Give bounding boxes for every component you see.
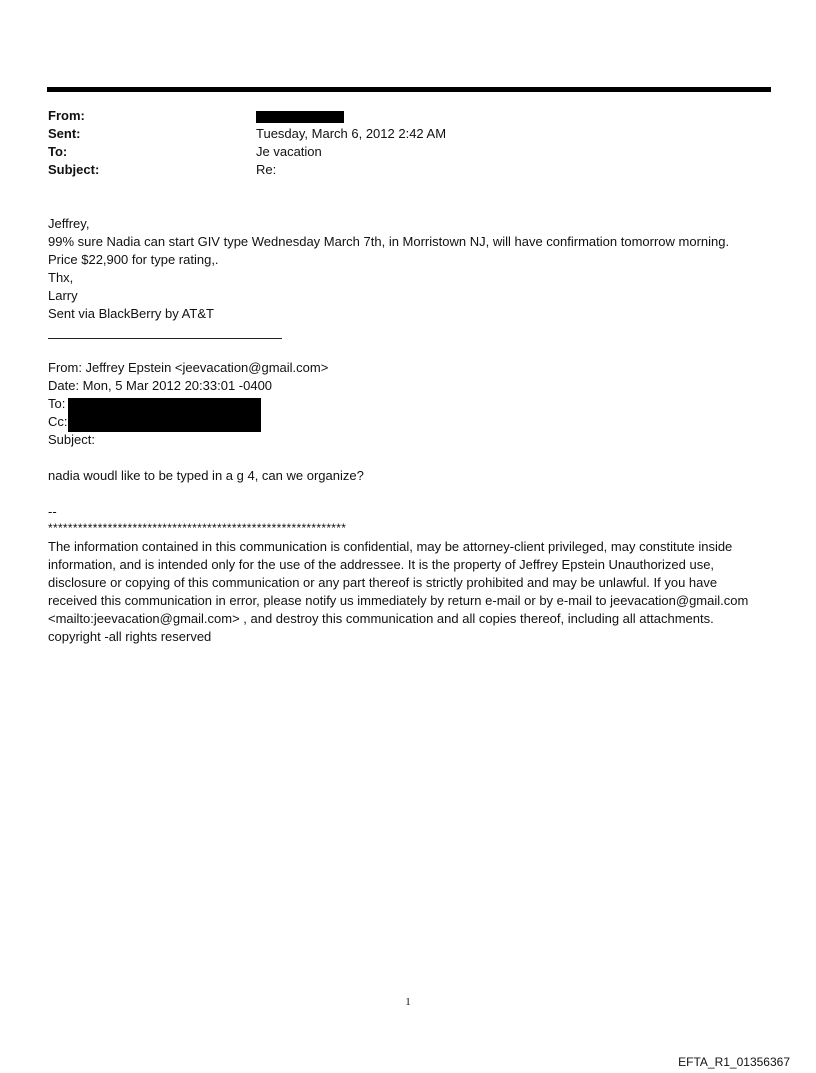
disclaimer-paragraph: The information contained in this communication is confidential, may be attorney-client privileged, may constitute inside information, and is intended only for the use of the addressee. It is the property of Jeffrey Epstein Unauthorized use, disclosure or copying of this communication or any part thereof is strictly prohibited and may be unlawful. If you have received this communication in error, please notify us immediately by return e-mail or by e-mail to jeevacation@gmail.com <mailto:jeevacation@gmail.com> , and destroy this communication and all copies thereof, including all attachments. copyright -all rights reserved (48, 539, 749, 644)
page-number: 1 (405, 996, 411, 1008)
body-line: Price $22,900 for type rating,. (48, 252, 219, 267)
signature-dashes: -- (48, 504, 57, 519)
quoted-date: Date: Mon, 5 Mar 2012 20:33:01 -0400 (48, 378, 273, 393)
quoted-cc-label: Cc: (48, 414, 68, 429)
subject-label: Subject: (48, 162, 100, 177)
to-value: Je vacation (256, 144, 322, 159)
to-label: To: (48, 144, 68, 159)
body-line: Thx, (48, 270, 74, 285)
quoted-message: nadia woudl like to be typed in a g 4, can we organize? (48, 468, 364, 483)
subject-value: Re: (256, 162, 277, 177)
quote-separator (48, 338, 282, 339)
quoted-to-label: To: (48, 396, 66, 411)
header-rule (47, 87, 771, 92)
sent-value: Tuesday, March 6, 2012 2:42 AM (256, 126, 447, 141)
body-line: Jeffrey, (48, 216, 90, 231)
signature-line: Sent via BlackBerry by AT&T (48, 306, 214, 321)
quoted-from: From: Jeffrey Epstein <jeevacation@gmail.com> (48, 360, 329, 375)
redaction-box (68, 398, 261, 432)
sent-label: Sent: (48, 126, 81, 141)
from-label: From: (48, 108, 85, 123)
body-line: Larry (48, 288, 78, 303)
asterisk-divider: ************************************************************ (48, 521, 347, 535)
quoted-subject-label: Subject: (48, 432, 95, 447)
body-line: 99% sure Nadia can start GIV type Wednesday March 7th, in Morristown NJ, will have confirmation tomorrow morning. (48, 234, 730, 249)
from-value-redacted (256, 107, 344, 125)
document-id: EFTA_R1_01356367 (678, 1055, 790, 1069)
